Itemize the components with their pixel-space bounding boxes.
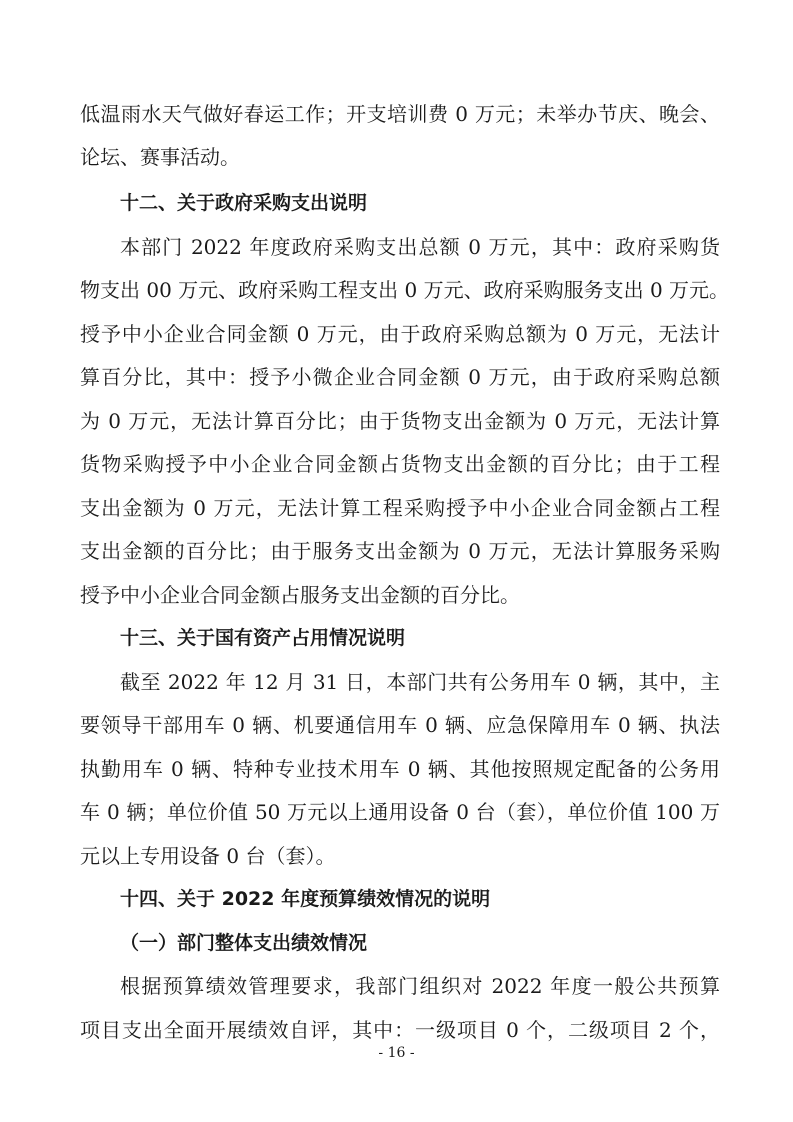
paragraph-line: 截至 2022 年 12 月 31 日，本部门共有公务用车 0 辆，其中，主	[120, 670, 720, 694]
paragraph-line: 本部门 2022 年度政府采购支出总额 0 万元，其中：政府采购货	[120, 235, 720, 259]
paragraph-line: 执勤用车 0 辆、特种专业技术用车 0 辆、其他按照规定配备的公务用	[80, 757, 720, 781]
paragraph-line: 物支出 00 万元、政府采购工程支出 0 万元、政府采购服务支出 0 万元。	[80, 278, 730, 302]
section-heading-12: 十二、关于政府采购支出说明	[120, 192, 368, 214]
paragraph-line: 根据预算绩效管理要求，我部门组织对 2022 年度一般公共预算	[120, 974, 720, 998]
paragraph-line: 支出金额为 0 万元，无法计算工程采购授予中小企业合同金额占工程	[80, 496, 720, 520]
section-heading-14: 十四、关于 2022 年度预算绩效情况的说明	[120, 888, 491, 910]
paragraph-line: 项目支出全面开展绩效自评，其中：一级项目 0 个，二级项目 2 个，	[80, 1018, 720, 1042]
paragraph-line: 低温雨水天气做好春运工作；开支培训费 0 万元；未举办节庆、晚会、	[80, 102, 720, 126]
subsection-heading: （一）部门整体支出绩效情况	[120, 932, 368, 954]
paragraph-line: 授予中小企业合同金额 0 万元，由于政府采购总额为 0 万元，无法计	[80, 322, 720, 346]
paragraph-line: 授予中小企业合同金额占服务支出金额的百分比。	[80, 583, 520, 607]
page-number: - 16 -	[378, 1045, 415, 1061]
paragraph-line: 论坛、赛事活动。	[80, 145, 240, 169]
paragraph-line: 要领导干部用车 0 辆、机要通信用车 0 辆、应急保障用车 0 辆、执法	[80, 713, 720, 737]
paragraph-line: 支出金额的百分比；由于服务支出金额为 0 万元，无法计算服务采购	[80, 539, 720, 563]
paragraph-line: 为 0 万元，无法计算百分比；由于货物支出金额为 0 万元，无法计算	[80, 409, 720, 433]
paragraph-line: 车 0 辆；单位价值 50 万元以上通用设备 0 台（套），单位价值 100 万	[80, 800, 720, 824]
paragraph-line: 货物采购授予中小企业合同金额占货物支出金额的百分比；由于工程	[80, 452, 720, 476]
paragraph-line: 算百分比，其中：授予小微企业合同金额 0 万元，由于政府采购总额	[80, 365, 720, 389]
section-heading-13: 十三、关于国有资产占用情况说明	[120, 627, 406, 649]
paragraph-line: 元以上专用设备 0 台（套）。	[80, 844, 336, 868]
